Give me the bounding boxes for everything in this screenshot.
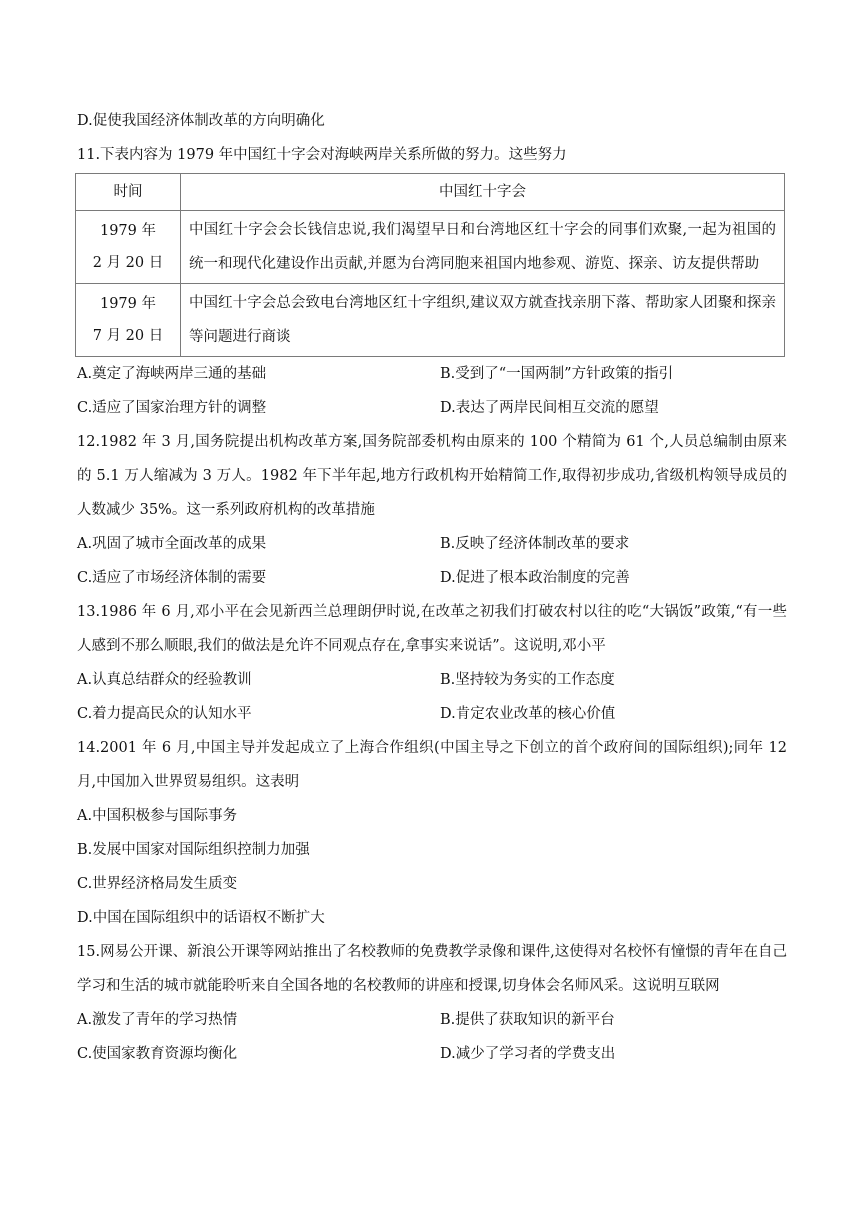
- q11-option-c: C.适应了国家治理方针的调整: [77, 400, 267, 416]
- q11-row2-year: 1979 年: [99, 296, 156, 312]
- q11-row2-date: 7 月 20 日: [92, 328, 164, 344]
- question-15: [77, 935, 787, 1071]
- question-12: [77, 425, 787, 595]
- question-14: [77, 731, 787, 935]
- q12-option-c: C.适应了市场经济体制的需要: [77, 570, 267, 586]
- q12-stem: 12.1982 年 3 月,国务院提出机构改革方案,国务院部委机构由原来的 100 个精简为 61 个,人员总编制由原来的 5.1 万人缩减为 3 万人。1982 年下半年起,地方行政机构开始精简工作,取得初步成功,省级机构领导成员的人数减少 35%。这一系列政府机构的改革措施: [77, 434, 787, 518]
- q11-options-row2: [77, 391, 787, 425]
- q11-option-d: D.表达了两岸民间相互交流的愿望: [440, 400, 659, 416]
- q11-row1-time: [76, 211, 181, 284]
- q14-option-c: C.世界经济格局发生质变: [77, 876, 238, 892]
- q11-option-b: B.受到了“一国两制”方针政策的指引: [440, 366, 674, 382]
- question-13: [77, 595, 787, 731]
- q15-options-row1: [77, 1003, 787, 1037]
- q11-table-header-row: [76, 174, 785, 211]
- q14-option-a: A.中国积极参与国际事务: [77, 808, 238, 824]
- q12-option-a: A.巩固了城市全面改革的成果: [77, 536, 267, 552]
- q11-row1-year: 1979 年: [99, 223, 156, 239]
- q11-table: [75, 173, 785, 357]
- q14-stem: 14.2001 年 6 月,中国主导并发起成立了上海合作组织(中国主导之下创立的首个政府间的国际组织);同年 12 月,中国加入世界贸易组织。这表明: [77, 740, 787, 790]
- q10-option-d: D.促使我国经济体制改革的方向明确化: [77, 113, 325, 129]
- q11-header-org: 中国红十字会: [181, 174, 785, 211]
- q11-row2-content: 中国红十字会总会致电台湾地区红十字组织,建议双方就查找亲朋下落、帮助家人团聚和探亲等问题进行商谈: [181, 284, 785, 357]
- q14-option-d: D.中国在国际组织中的话语权不断扩大: [77, 910, 325, 926]
- q11-option-a: A.奠定了海峡两岸三通的基础: [77, 366, 267, 382]
- q13-stem: 13.1986 年 6 月,邓小平在会见新西兰总理朗伊时说,在改革之初我们打破农村以往的吃“大锅饭”政策,“有一些人感到不那么顺眼,我们的做法是允许不同观点存在,拿事实来说话”。这说明,邓小平: [77, 604, 787, 654]
- q12-options-row1: [77, 527, 787, 561]
- q12-option-d: D.促进了根本政治制度的完善: [440, 570, 630, 586]
- q13-options-row2: [77, 697, 787, 731]
- q11-stem: 11.下表内容为 1979 年中国红十字会对海峡两岸关系所做的努力。这些努力: [77, 147, 567, 163]
- q15-option-b: B.提供了获取知识的新平台: [440, 1012, 615, 1028]
- q11-row1-date: 2 月 20 日: [92, 255, 164, 271]
- q11-header-time: 时间: [76, 174, 181, 211]
- q15-options-row2: [77, 1037, 787, 1071]
- q12-option-b: B.反映了经济体制改革的要求: [440, 536, 630, 552]
- q11-row1-content: 中国红十字会会长钱信忠说,我们渴望早日和台湾地区红十字会的同事们欢聚,一起为祖国的统一和现代化建设作出贡献,并愿为台湾同胞来祖国内地参观、游览、探亲、访友提供帮助: [181, 211, 785, 284]
- q11-options-row1: [77, 357, 787, 391]
- exam-page: [77, 104, 787, 1071]
- q13-option-c: C.着力提高民众的认知水平: [77, 706, 252, 722]
- table-row: [76, 211, 785, 284]
- q15-option-d: D.减少了学习者的学费支出: [440, 1046, 616, 1062]
- q13-option-d: D.肯定农业改革的核心价值: [440, 706, 616, 722]
- table-row: [76, 284, 785, 357]
- q11-row2-time: [76, 284, 181, 357]
- question-11: [77, 138, 787, 425]
- q15-option-c: C.使国家教育资源均衡化: [77, 1046, 238, 1062]
- q15-option-a: A.激发了青年的学习热情: [77, 1012, 238, 1028]
- q14-option-b: B.发展中国家对国际组织控制力加强: [77, 842, 310, 858]
- q13-options-row1: [77, 663, 787, 697]
- q13-option-b: B.坚持较为务实的工作态度: [440, 672, 615, 688]
- q13-option-a: A.认真总结群众的经验教训: [77, 672, 252, 688]
- q15-stem: 15.网易公开课、新浪公开课等网站推出了名校教师的免费教学录像和课件,这使得对名校怀有憧憬的青年在自己学习和生活的城市就能聆听来自全国各地的名校教师的讲座和授课,切身体会名师风采。这说明互联网: [77, 944, 787, 994]
- q12-options-row2: [77, 561, 787, 595]
